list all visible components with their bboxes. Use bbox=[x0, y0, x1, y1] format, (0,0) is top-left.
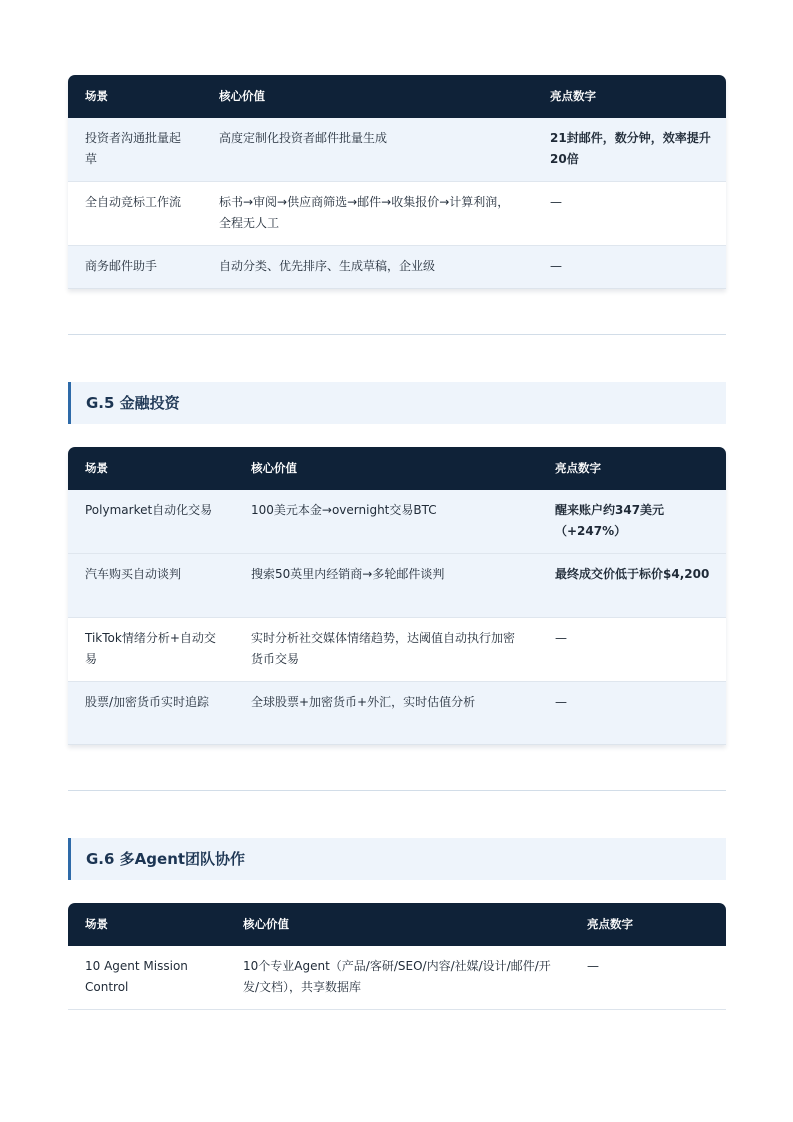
cell-scene: 全自动竞标工作流 bbox=[68, 182, 202, 246]
cell-value: 全球股票+加密货币+外汇，实时估值分析 bbox=[234, 682, 538, 745]
column-header-value: 核心价值 bbox=[234, 447, 538, 490]
cell-value: 标书→审阅→供应商筛选→邮件→收集报价→计算利润，全程无人工 bbox=[202, 182, 533, 246]
table-row bbox=[68, 118, 726, 182]
table-multi-agent bbox=[68, 903, 726, 1010]
column-header-scene: 场景 bbox=[68, 447, 234, 490]
cell-highlight: — bbox=[538, 682, 726, 745]
cell-highlight: — bbox=[538, 618, 726, 682]
table-row bbox=[68, 682, 726, 745]
cell-highlight: 最终成交价低于标价$4,200 bbox=[538, 554, 726, 618]
cell-scene: 10 Agent Mission Control bbox=[68, 946, 226, 1010]
table-communication bbox=[68, 75, 726, 289]
column-header-scene: 场景 bbox=[68, 75, 202, 118]
cell-scene: 投资者沟通批量起草 bbox=[68, 118, 202, 182]
cell-scene: Polymarket自动化交易 bbox=[68, 490, 234, 554]
cell-value: 实时分析社交媒体情绪趋势，达阈值自动执行加密货币交易 bbox=[234, 618, 538, 682]
table-row bbox=[68, 246, 726, 289]
cell-value: 100美元本金→overnight交易BTC bbox=[234, 490, 538, 554]
section-heading-g6: G.6 多Agent团队协作 bbox=[68, 838, 726, 880]
table-row bbox=[68, 490, 726, 554]
column-header-highlight: 亮点数字 bbox=[533, 75, 726, 118]
table-row bbox=[68, 946, 726, 1010]
column-header-highlight: 亮点数字 bbox=[538, 447, 726, 490]
section-divider bbox=[68, 790, 726, 791]
column-header-value: 核心价值 bbox=[226, 903, 570, 946]
column-header-highlight: 亮点数字 bbox=[570, 903, 726, 946]
column-header-value: 核心价值 bbox=[202, 75, 533, 118]
cell-scene: 汽车购买自动谈判 bbox=[68, 554, 234, 618]
cell-highlight: — bbox=[570, 946, 726, 1010]
cell-highlight: — bbox=[533, 246, 726, 289]
section-heading-g5: G.5 金融投资 bbox=[68, 382, 726, 424]
table-finance bbox=[68, 447, 726, 745]
cell-highlight: 醒来账户约347美元（+247%） bbox=[538, 490, 726, 554]
cell-value: 10个专业Agent（产品/客研/SEO/内容/社媒/设计/邮件/开发/文档），共享数据库 bbox=[226, 946, 570, 1010]
column-header-scene: 场景 bbox=[68, 903, 226, 946]
section-divider bbox=[68, 334, 726, 335]
table-row bbox=[68, 182, 726, 246]
cell-value: 高度定制化投资者邮件批量生成 bbox=[202, 118, 533, 182]
cell-value: 自动分类、优先排序、生成草稿，企业级 bbox=[202, 246, 533, 289]
cell-highlight: — bbox=[533, 182, 726, 246]
table-row bbox=[68, 554, 726, 618]
table-row bbox=[68, 618, 726, 682]
cell-highlight: 21封邮件，数分钟，效率提升20倍 bbox=[533, 118, 726, 182]
cell-scene: 股票/加密货币实时追踪 bbox=[68, 682, 234, 745]
cell-value: 搜索50英里内经销商→多轮邮件谈判 bbox=[234, 554, 538, 618]
cell-scene: 商务邮件助手 bbox=[68, 246, 202, 289]
cell-scene: TikTok情绪分析+自动交易 bbox=[68, 618, 234, 682]
